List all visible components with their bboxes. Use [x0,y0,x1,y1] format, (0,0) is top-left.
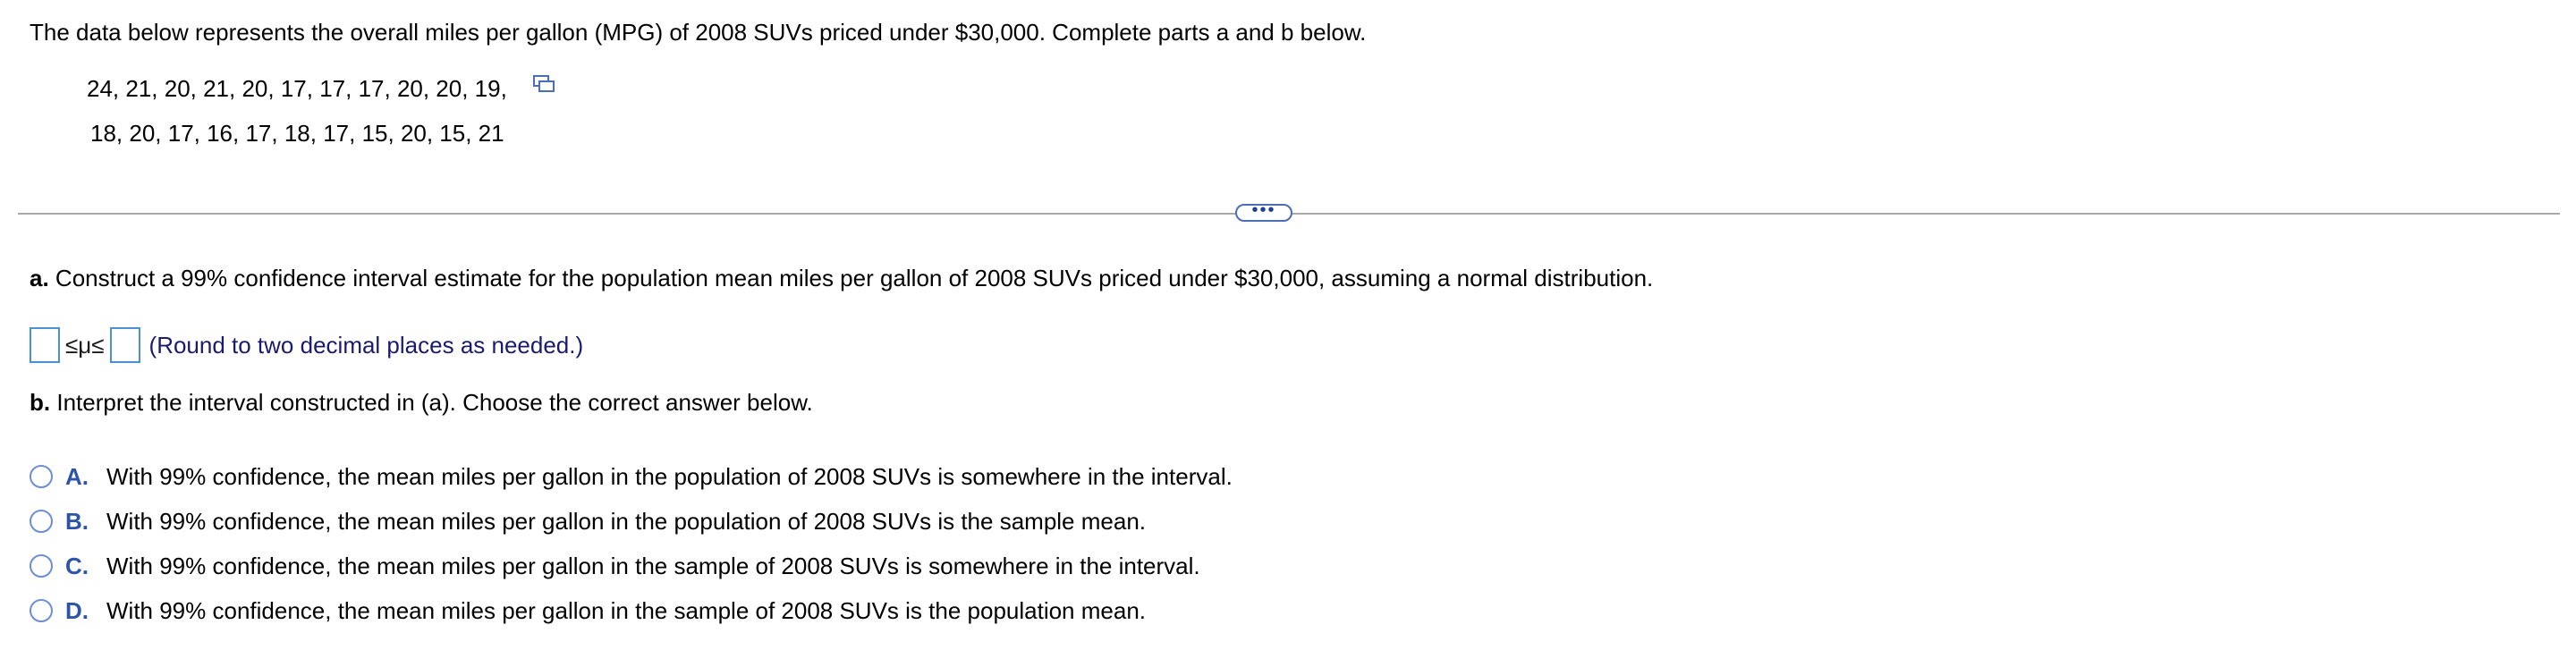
part-a-label: a. [30,265,49,291]
part-a-text: Construct a 99% confidence interval estimate for the population mean miles per gallon of 2008 SUVs priced under $30,000, assuming a normal distribution. [55,265,1654,291]
data-values-line-2: 18, 20, 17, 16, 17, 18, 17, 15, 20, 15, 21 [90,120,504,147]
data-values-line-1: 24, 21, 20, 21, 20, 17, 17, 17, 20, 20, 19, [87,75,507,102]
rounding-hint: (Round to two decimal places as needed.) [148,331,584,359]
copy-data-icon[interactable] [533,75,556,93]
radio-button-icon[interactable] [30,554,53,578]
answer-option-a[interactable] [30,460,1233,493]
part-a-prompt [30,263,1653,293]
answer-option-b[interactable] [30,505,1146,537]
part-b-prompt [30,387,813,418]
answer-option-d[interactable] [30,595,1146,627]
radio-button-icon[interactable] [30,465,53,488]
answer-option-c[interactable] [30,550,1200,582]
mu-inequality: ≤μ≤ [65,331,105,359]
option-text: With 99% confidence, the mean miles per gallon in the sample of 2008 SUVs is somewhere in the interval. [106,552,1200,579]
part-b-text: Interpret the interval constructed in (a). Choose the correct answer below. [56,389,813,416]
option-text: With 99% confidence, the mean miles per gallon in the population of 2008 SUVs is the sample mean. [106,507,1147,535]
radio-button-icon[interactable] [30,510,53,533]
expand-more-button[interactable]: ••• [1235,204,1292,222]
upper-bound-input[interactable] [110,327,140,363]
part-b-label: b. [30,389,51,416]
option-text: With 99% confidence, the mean miles per gallon in the population of 2008 SUVs is somewhere in the interval. [106,462,1233,490]
question-intro: The data below represents the overall miles per gallon (MPG) of 2008 SUVs priced under $30,000. Complete parts a and b below. [30,19,1367,46]
radio-button-icon[interactable] [30,599,53,622]
option-letter: A. [65,462,89,490]
option-text: With 99% confidence, the mean miles per gallon in the sample of 2008 SUVs is the population mean. [106,596,1147,624]
option-letter: C. [65,552,89,579]
lower-bound-input[interactable] [30,327,60,363]
confidence-interval-answer-row [30,325,583,365]
option-letter: D. [65,596,89,624]
option-letter: B. [65,507,89,535]
